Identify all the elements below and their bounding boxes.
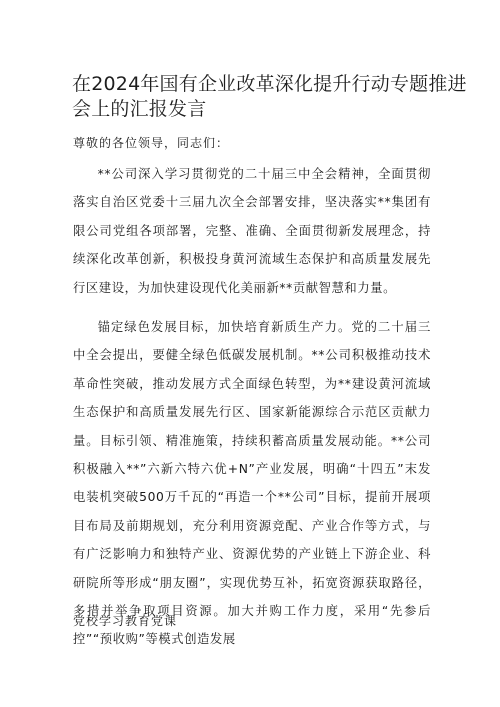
document-title: 在2024年国有企业改革深化提升行动专题推进会上的汇报发言 xyxy=(72,73,467,120)
paragraph: **公司深入学习贯彻党的二十届三中全会精神，全面贯彻落实自治区党委十三届九次全会部署安排，坚决落实**集团有限公司党组各项部署，完整、准确、全面贯彻新发展理念，持续深化改革创新，积极投身黄河流域生态保护和高质量发展先行区建设，为加快建设现代化美丽新**贡献智慧和力量。 xyxy=(73,167,431,295)
footer-text: 党校学习教育党课 xyxy=(73,614,178,628)
salutation: 尊敬的各位领导，同志们： xyxy=(73,136,230,150)
paragraph: 锚定绿色发展目标，加快培育新质生产力。党的二十届三中全会提出，要健全绿色低碳发展机制。**公司积极推动技术革命性突破，推动发展方式全面绿色转型，为**建设黄河流域生态保护和高质量发展先行区、国家新能源综合示范区贡献力量。目标引领、精准施策，持续积蓄高质量发展动能。**公司积极融入**”六新六特六优+N”产业发展，明确“十四五”末发电装机突破500万千瓦的“再造一个**公司”目标，提前开展项目布局及前期规划，充分利用资源竞配、产业合作等方式，与有广泛影响力和独特产业、资源优势的产业链上下游企业、科研院所等形成“朋友圈”，实现优势互补，拓宽资源获取路径，多措并举争取项目资源。加大并购工作力度，采用“先参后控”“预收购”等模式创造发展 xyxy=(73,320,431,647)
